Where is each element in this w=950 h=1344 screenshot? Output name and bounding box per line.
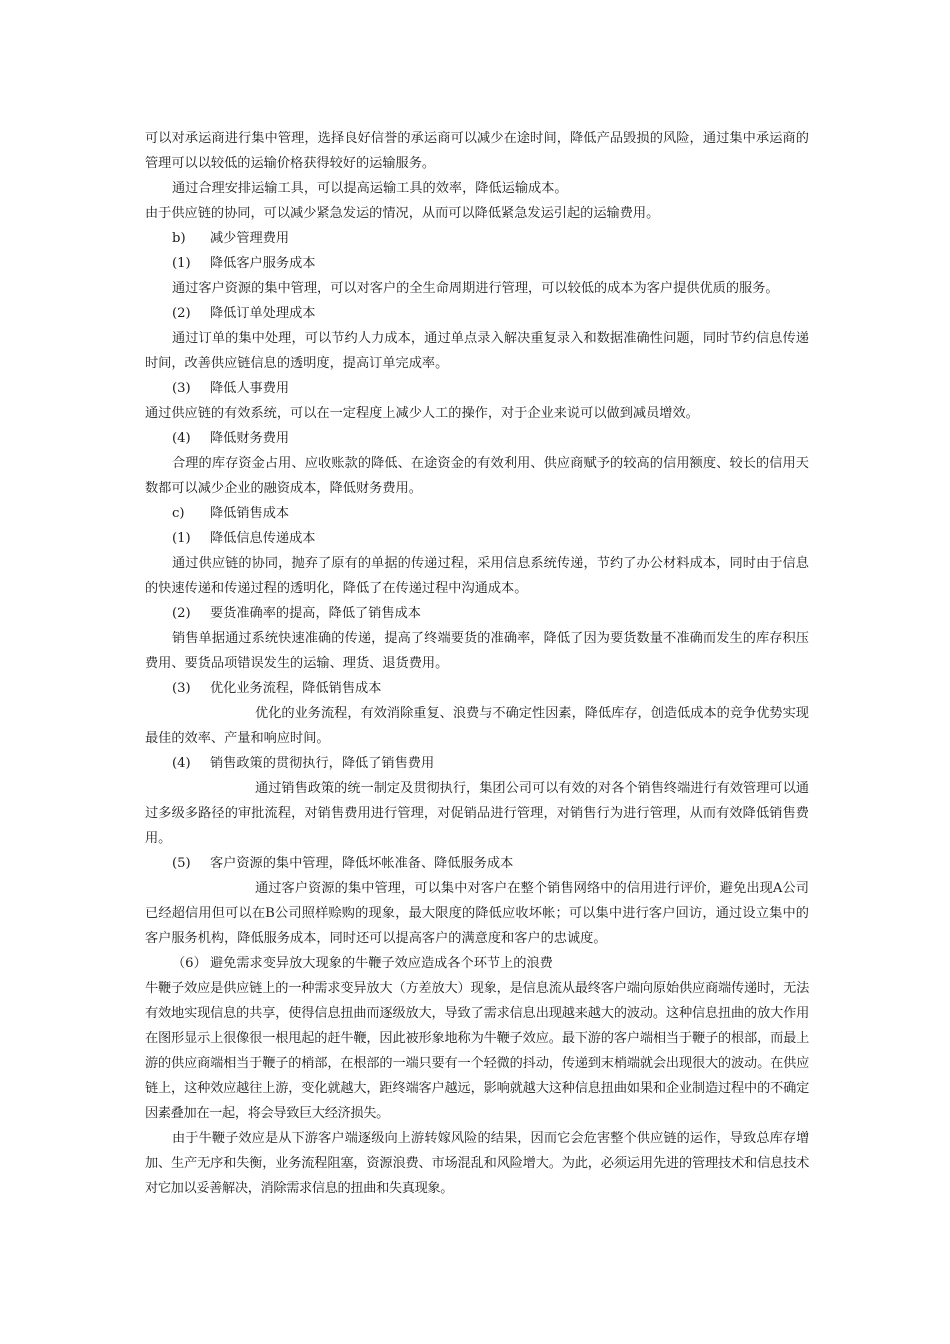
- heading-number: b): [172, 231, 186, 246]
- heading-text: 降低人事费用: [210, 381, 290, 396]
- section-heading: [145, 951, 809, 976]
- heading-number: c): [172, 506, 185, 521]
- section-heading: [145, 426, 809, 451]
- paragraph: 由于供应链的协同，可以减少紧急发运的情况，从而可以降低紧急发运引起的运输费用。: [145, 206, 660, 221]
- section-heading: [145, 526, 809, 551]
- heading-number: (3): [172, 381, 191, 396]
- heading-number: (3): [172, 681, 191, 696]
- section-heading: [145, 226, 809, 251]
- paragraph: 合理的库存资金占用、应收账款的降低、在途资金的有效利用、供应商赋予的较高的信用额度、较长的信用天数都可以减少企业的融资成本，降低财务费用。: [145, 456, 809, 496]
- paragraph: 通过客户资源的集中管理，可以集中对客户在整个销售网络中的信用进行评价，避免出现A公司已经超信用但可以在B公司照样赊购的现象，最大限度的降低应收坏帐；可以集中进行客户回访，通过设立集中的客户服务机构，降低服务成本，同时还可以提高客户的满意度和客户的忠诚度。: [145, 881, 809, 946]
- heading-number: (2): [172, 306, 191, 321]
- heading-number: (1): [172, 256, 191, 271]
- paragraph: 可以对承运商进行集中管理，选择良好信誉的承运商可以减少在途时间，降低产品毁损的风险，通过集中承运商的管理可以以较低的运输价格获得较好的运输服务。: [145, 131, 809, 171]
- heading-number: （6）: [172, 956, 207, 971]
- section-heading: [145, 301, 809, 326]
- section-heading: [145, 601, 809, 626]
- heading-text: 降低财务费用: [210, 431, 290, 446]
- paragraph: 通过订单的集中处理，可以节约人力成本，通过单点录入解决重复录入和数据准确性问题，同时节约信息传递时间，改善供应链信息的透明度，提高订单完成率。: [145, 331, 809, 371]
- heading-text: 客户资源的集中管理，降低坏帐准备、降低服务成本: [210, 856, 514, 871]
- section-heading: [145, 751, 809, 776]
- paragraph: 通过销售政策的统一制定及贯彻执行，集团公司可以有效的对各个销售终端进行有效管理可以通过多级多路径的审批流程，对销售费用进行管理，对促销品进行管理，对销售行为进行管理，从而有效降低销售费用。: [145, 781, 809, 846]
- paragraph: 通过供应链的协同，抛弃了原有的单据的传递过程，采用信息系统传递，节约了办公材料成本，同时由于信息的快速传递和传递过程的透明化，降低了在传递过程中沟通成本。: [145, 556, 809, 596]
- section-heading: [145, 851, 809, 876]
- paragraph: 优化的业务流程，有效消除重复、浪费与不确定性因素，降低库存，创造低成本的竞争优势实现最佳的效率、产量和响应时间。: [145, 706, 809, 746]
- paragraph: 销售单据通过系统快速准确的传递，提高了终端要货的准确率，降低了因为要货数量不准确而发生的库存积压费用、要货品项错误发生的运输、理货、退货费用。: [145, 631, 809, 671]
- heading-number: (5): [172, 856, 191, 871]
- heading-text: 降低订单处理成本: [210, 306, 316, 321]
- paragraph: 牛鞭子效应是供应链上的一种需求变异放大（方差放大）现象，是信息流从最终客户端向原始供应商端传递时，无法有效地实现信息的共享，使得信息扭曲而逐级放大，导致了需求信息出现越来越大的波动。这种信息扭曲的放大作用在图形显示上很像很一根甩起的赶牛鞭，因此被形象地称为牛鞭子效应。最下游的客户端相当于鞭子的根部，而最上游的供应商端相当于鞭子的梢部，在根部的一端只要有一个轻微的抖动，传递到末梢端就会出现很大的波动。在供应链上，这种效应越往上游，变化就越大，距终端客户越远，影响就越大这种信息扭曲如果和企业制造过程中的不确定因素叠加在一起，将会导致巨大经济损失。: [145, 981, 809, 1121]
- heading-text: 优化业务流程，降低销售成本: [210, 681, 382, 696]
- heading-text: 避免需求变异放大现象的牛鞭子效应造成各个环节上的浪费: [210, 956, 553, 971]
- heading-text: 降低信息传递成本: [210, 531, 316, 546]
- paragraph: 通过合理安排运输工具，可以提高运输工具的效率，降低运输成本。: [172, 181, 568, 196]
- section-heading: [145, 251, 809, 276]
- heading-number: (2): [172, 606, 191, 621]
- section-heading: [145, 501, 809, 526]
- paragraph: 通过客户资源的集中管理，可以对客户的全生命周期进行管理，可以较低的成本为客户提供优质的服务。: [172, 281, 779, 296]
- heading-number: (1): [172, 531, 191, 546]
- heading-text: 减少管理费用: [210, 231, 290, 246]
- heading-number: (4): [172, 756, 191, 771]
- section-heading: [145, 376, 809, 401]
- section-heading: [145, 676, 809, 701]
- heading-text: 降低销售成本: [210, 506, 290, 521]
- heading-text: 要货准确率的提高，降低了销售成本: [210, 606, 421, 621]
- document-page: [145, 126, 809, 1201]
- heading-number: (4): [172, 431, 191, 446]
- paragraph: 由于牛鞭子效应是从下游客户端逐级向上游转嫁风险的结果，因而它会危害整个供应链的运作，导致总库存增加、生产无序和失衡，业务流程阻塞，资源浪费、市场混乱和风险增大。为此，必须运用先进的管理技术和信息技术对它加以妥善解决，消除需求信息的扭曲和失真现象。: [145, 1131, 809, 1196]
- paragraph: 通过供应链的有效系统，可以在一定程度上减少人工的操作，对于企业来说可以做到减员增效。: [145, 406, 699, 421]
- heading-text: 降低客户服务成本: [210, 256, 316, 271]
- heading-text: 销售政策的贯彻执行，降低了销售费用: [210, 756, 435, 771]
